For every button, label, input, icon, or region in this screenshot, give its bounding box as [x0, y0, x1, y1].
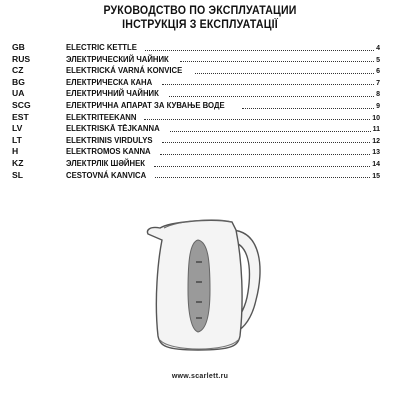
toc-page-number: 10	[372, 114, 380, 122]
toc-row	[12, 112, 380, 124]
toc-section-title: ЭЛЕКТРИЧЕСКИЙ ЧАЙНИК	[66, 53, 169, 64]
toc-language-code: EST	[12, 111, 29, 122]
toc-dot-leader	[169, 96, 374, 97]
toc-page-number: 5	[376, 56, 380, 64]
toc-language-code: H	[12, 146, 19, 157]
table-of-contents	[12, 42, 380, 181]
toc-section-title: ELEKTRISKĀ TĒJKANNA	[66, 123, 160, 134]
toc-language-code: GB	[12, 42, 25, 52]
toc-dot-leader	[242, 108, 374, 109]
toc-language-code: CZ	[12, 65, 24, 76]
toc-section-title: ЕЛЕКТРИЧНИЙ ЧАЙНИК	[66, 88, 159, 99]
toc-row	[12, 135, 380, 147]
toc-section-title: CESTOVNÁ KANVICA	[66, 169, 147, 180]
toc-section-title: ELEKTROMOS KANNA	[66, 146, 151, 157]
toc-language-code: KZ	[12, 157, 24, 168]
toc-page-number: 13	[372, 149, 380, 157]
toc-language-code: UA	[12, 88, 25, 99]
toc-row	[12, 88, 380, 100]
toc-section-title: ELEKTRINIS VIRDULYS	[66, 134, 153, 145]
toc-row	[12, 158, 380, 170]
footer-website: www.scarlett.ru	[171, 373, 229, 380]
title-ukrainian: ІНСТРУКЦІЯ З ЕКСПЛУАТАЦІЇ	[122, 19, 278, 31]
toc-row	[12, 65, 380, 77]
title-russian: РУКОВОДСТВО ПО ЭКСПЛУАТАЦИИ	[103, 5, 297, 17]
toc-section-title: ELEKTRICKÁ VARNÁ KONVICE	[66, 65, 183, 76]
toc-row	[12, 170, 380, 182]
toc-row	[12, 42, 380, 54]
toc-row	[12, 123, 380, 135]
toc-language-code: SL	[12, 169, 23, 180]
toc-row	[12, 146, 380, 158]
toc-dot-leader	[154, 166, 370, 167]
toc-dot-leader	[170, 131, 371, 132]
toc-language-code: SCG	[12, 99, 31, 110]
toc-language-code: BG	[12, 76, 25, 87]
toc-row	[12, 77, 380, 89]
toc-section-title: ELECTRIC KETTLE	[66, 42, 137, 52]
toc-page-number: 15	[372, 172, 380, 180]
toc-section-title: ЭЛЕКТРЛІК ШӘЙНЕК	[66, 157, 145, 168]
toc-row	[12, 54, 380, 66]
toc-page-number: 4	[376, 45, 380, 52]
toc-language-code: LV	[12, 123, 23, 134]
toc-dot-leader	[162, 84, 374, 85]
toc-dot-leader	[162, 142, 370, 143]
toc-dot-leader	[155, 177, 370, 178]
toc-page-number: 14	[372, 160, 380, 168]
toc-row	[12, 100, 380, 112]
toc-dot-leader	[195, 73, 374, 74]
toc-language-code: LT	[12, 134, 22, 145]
toc-page-number: 9	[376, 102, 380, 110]
toc-page-number: 7	[376, 79, 380, 87]
toc-section-title: ЕЛЕКТРИЧНА АПАРАТ ЗА КУВАЊЕ ВОДЕ	[66, 99, 225, 110]
toc-page-number: 12	[372, 137, 380, 145]
document-titles	[0, 4, 400, 32]
toc-section-title: ELEKTRITEEKANN	[66, 111, 137, 122]
toc-section-title: ЕЛЕКТРИЧЕСКА КАНА	[66, 76, 153, 87]
kettle-icon	[140, 200, 270, 360]
toc-page-number: 8	[376, 91, 380, 99]
kettle-illustration	[140, 200, 270, 360]
toc-dot-leader	[160, 154, 370, 155]
toc-dot-leader	[144, 119, 370, 120]
toc-language-code: RUS	[12, 53, 31, 64]
toc-dot-leader	[180, 61, 374, 62]
toc-dot-leader	[145, 50, 374, 51]
toc-page-number: 6	[376, 68, 380, 76]
toc-page-number: 11	[372, 126, 380, 134]
